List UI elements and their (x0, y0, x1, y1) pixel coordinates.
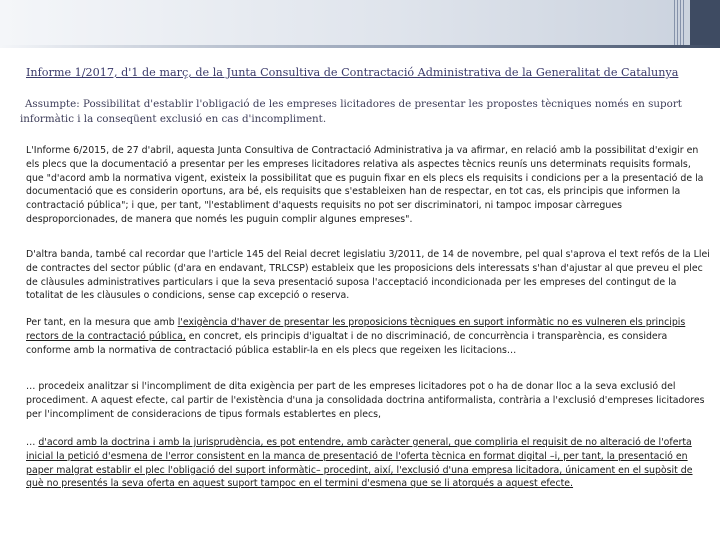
paragraph-conformity-end: en concret, els principis d'igualtat i de no discriminació, de concurrència i transparència, es considera conforme amb la normativa de contractació pública establir-la en els plecs que regeixen les licitacions… (26, 330, 668, 356)
paragraph-conformity-underlined: l'exigència d'haver de presentar les proposicions tècniques en suport informàtic no es vulneren els principis rectors de la contractació pública, (26, 317, 686, 342)
document-title: Informe 1/2017, d'1 de març, de la Junta Consultiva de Contractació Administrativa de la Generalitat de Catalunya (26, 66, 679, 79)
paragraph-exclusion-analysis: … procedeix analitzar si l'incompliment de dita exigència per part de les empreses licitadores pot o ha de donar lloc a la seva exclusió del procediment. A aquest efecte, cal partir de l'existència d'una ja consolidada doctrina antiformalista, contrària a l'exclusió d'empreses licitadores per l'incompliment de consideracions de tipus formals establertes en plecs, (26, 381, 705, 420)
header-dark-block (690, 0, 720, 48)
paragraph-informe-6-2015: L'Informe 6/2015, de 27 d'abril, aquesta Junta Consultiva de Contractació Administrativa ja va afirmar, en relació amb la possibilitat d'exigir en els plecs que la documentació a presentar per les empreses licitadores relativa als aspectes tècnics reunís uns determinats requisits formals, que "d'acord amb la normativa vigent, existeix la possibilitat que es puguin fixar en els plecs els requisits i condicions per a la presentació de la documentació que es considerin oportuns, ara bé, els requisits que s'estableixen han de respectar, en tot cas, els principis que informen la contractació pública"; i que, per tant, "l'establiment d'aquests requisits no pot ser discriminatori, ni tampoc imposar càrregues desproporcionades, de manera que només les puguin complir algunes empreses". (26, 145, 704, 225)
paragraph-conformity-start: Per tant, en la mesura que amb (26, 317, 178, 328)
paragraph-conformity (26, 316, 710, 357)
paragraph-doctrine-start: … (26, 437, 39, 448)
header-stripes (674, 0, 686, 48)
document-subject: Assumpte: Possibilitat d'establir l'obligació de les empreses licitadores de presentar les propostes tècniques només en suport informàtic i la conseqüent exclusió en cas d'incompliment. (20, 98, 682, 125)
paragraph-doctrine-underlined: d'acord amb la doctrina i amb la jurisprudència, es pot entendre, amb caràcter general, que compliria el requisit de no alteració de l'oferta inicial la petició d'esmena de l'error consistent en la manca de presentació de l'oferta tècnica en format digital –i, per tant, la presentació en paper malgrat establir el plec l'obligació del suport informàtic– procedint, així, l'exclusió d'una empresa licitadora, únicament en el supòsit de què no presentés la seva oferta en aquest suport tampoc en el termini d'esmena que se li atorgués a aquest efecte. (26, 437, 693, 490)
slide-header-band (0, 0, 720, 48)
paragraph-article-145: D'altra banda, també cal recordar que l'article 145 del Reial decret legislatiu 3/2011, de 14 de novembre, pel qual s'aprova el text refós de la Llei de contractes del sector públic (d'ara en endavant, TRLCSP) estableix que les proposicions dels interessats s'han d'ajustar al que preveu el plec de clàusules administratives particulars i que la seva presentació suposa l'acceptació incondicionada per les empreses del contingut de la totalitat de les clàusules o condicions, sense cap excepció o reserva. (26, 249, 710, 302)
header-accent-line (0, 45, 720, 48)
paragraph-doctrine (26, 436, 710, 491)
